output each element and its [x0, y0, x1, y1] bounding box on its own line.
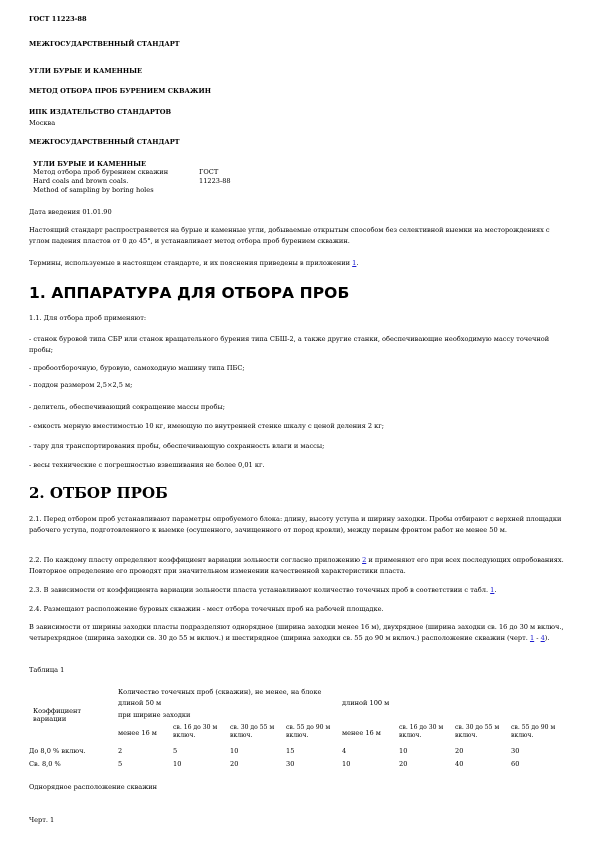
table-cell: 30 — [286, 760, 295, 768]
title-block-gost-number: 11223-88 — [199, 177, 231, 185]
table-cell: 40 — [455, 760, 464, 768]
col-header: св. 30 до 55 м включ. — [455, 724, 500, 739]
equipment-item-5: - емкость мерную вместимостью 10 кг, имеющую по внутренней стенке шкалу с ценой деления 2 кг; — [29, 422, 384, 430]
title-block-en-line2: Method of sampling by boring holes — [33, 186, 154, 194]
table-length-100: длиной 100 м — [342, 699, 390, 707]
publisher: ИПК ИЗДАТЕЛЬСТВО СТАНДАРТОВ — [29, 108, 172, 116]
table-cell: 20 — [399, 760, 408, 768]
section-1-intro: 1.1. Для отбора проб применяют: — [29, 314, 147, 322]
interstate-standard-label: МЕЖГОСУДАРСТВЕННЫЙ СТАНДАРТ — [29, 40, 180, 48]
equipment-item-7: - весы технические с погрешностью взвешивания не более 0,01 кг. — [29, 461, 265, 469]
interstate-standard-label-2: МЕЖГОСУДАРСТВЕННЫЙ СТАНДАРТ — [29, 138, 180, 146]
table-cell: 15 — [286, 747, 295, 755]
title-block-ru-subtitle: Метод отбора проб бурением скважин — [33, 168, 169, 176]
table-length-50: длиной 50 м — [118, 699, 162, 707]
table-cell: 10 — [399, 747, 408, 755]
table-cell: 5 — [118, 760, 123, 768]
title-block-gost-label: ГОСТ — [199, 168, 219, 176]
chart-1-link[interactable]: 1 — [529, 633, 535, 642]
paragraph-2-1: 2.1. Перед отбором проб устанавливают параметры опробуемого блока: длину, высоту уступа и ширину заходки. Пробы отбирают с верхней площадки рабочего уступа, подготовленного к выемке (осушенного, зачищенного от пород кровли), между первым фронтом работ не менее 50 м. — [29, 515, 562, 534]
date-label: Дата введения — [29, 208, 81, 216]
col-header: св. 30 до 55 м включ. — [230, 724, 275, 739]
paragraph-2-4: 2.4. Размещают расположение буровых скважин - мест отбора точечных проб на рабочей площадке. — [29, 605, 384, 613]
terms-paragraph: Термины, используемые в настоящем стандарте, и их пояснения приведены в приложении 1. — [29, 259, 359, 267]
appendix-2-link[interactable]: 2 — [362, 556, 367, 564]
paragraph-2-2: 2.2. По каждому пласту определяют коэффициент вариации зольности согласно приложению 2 и применяют его при всех последующих опробованиях. Повторное определение его проводят при значительном изменении качественной характеристики пласта. — [29, 556, 564, 575]
table-row-label: Св. 8,0 % — [29, 760, 61, 768]
table-cell: 20 — [455, 747, 464, 755]
col-header: св. 55 до 90 м включ. — [511, 724, 556, 739]
col-header: св. 16 до 30 м включ. — [399, 724, 444, 739]
table-cell: 30 — [511, 747, 520, 755]
chart-4-link[interactable]: 4 — [540, 633, 545, 642]
section-1-heading: 1. АППАРАТУРА ДЛЯ ОТБОРА ПРОБ — [29, 284, 350, 302]
paragraph-2-5: В зависимости от ширины заходки пласты подразделяют однорядное (ширина заходки менее 16 м), двухрядное (ширина заходки св. 16 до 30 м включ., четырехрядное (ширина заходки св. 30 до 55 м включ.) и шестирядное (ширина заходки св. 55 до 90 м включ.) расположение скважин (черт. 1 - 4). — [29, 623, 564, 642]
table-cell: 20 — [230, 760, 239, 768]
col-header: св. 16 до 30 м включ. — [173, 724, 218, 739]
table-cell: 2 — [118, 747, 123, 755]
method-title: МЕТОД ОТБОРА ПРОБ БУРЕНИЕМ СКВАЖИН — [29, 87, 211, 95]
table-group-header: Количество точечных проб (скважин), не менее, на блоке — [118, 688, 322, 696]
equipment-item-6: - тару для транспортирования пробы, обеспечивающую сохранность влаги и массы; — [29, 442, 325, 450]
table-cell: 4 — [342, 747, 347, 755]
equipment-item-3: - поддон размером 2,5×2,5 м; — [29, 381, 133, 389]
equipment-item-4: - делитель, обеспечивающий сокращение массы пробы; — [29, 403, 225, 411]
title-block-en-line1: Hard coals and brown coals. — [33, 177, 129, 185]
appendix-1-link[interactable]: 1 — [352, 259, 357, 267]
col-header: менее 16 м — [118, 729, 157, 737]
paragraph-2-3: 2.3. В зависимости от коэффициента вариации зольности пласта устанавливают количество точечных проб в соответствии с табл. 1. — [29, 586, 497, 594]
equipment-item-2: - пробоотборочную, буровую, самоходную машину типа ПБС; — [29, 364, 245, 372]
row-header-line1: Коэффициент — [33, 707, 82, 715]
table-cell: 10 — [173, 760, 182, 768]
figure-caption: Однорядное расположение скважин — [29, 783, 158, 791]
row-header-line2: вариации — [33, 715, 67, 723]
gost-code: ГОСТ 11223-88 — [29, 15, 87, 23]
table-caption: Таблица 1 — [29, 666, 65, 674]
table-1-link[interactable]: 1 — [490, 586, 495, 594]
date-value: 01.01.90 — [82, 208, 112, 216]
col-header: менее 16 м — [342, 729, 381, 737]
table-width-label: при ширине заходки — [118, 711, 191, 719]
chart-label: Черт. 1 — [29, 816, 55, 824]
introduction-date — [29, 208, 112, 217]
col-header: св. 55 до 90 м включ. — [286, 724, 331, 739]
document-title: УГЛИ БУРЫЕ И КАМЕННЫЕ — [29, 67, 143, 75]
equipment-item-1: - станок буровой типа СБР или станок вращательного бурения типа СБШ-2, а также другие станки, обеспечивающие необходимую массу точечной пробы; — [29, 335, 550, 354]
scope-paragraph: Настоящий стандарт распространяется на бурые и каменные угли, добываемые открытым способом без селективной выемки на месторождениях с углом падения пластов от 0 до 45°, и устанавливает метод отбора проб бурением скважин. — [29, 226, 550, 245]
title-block-title: УГЛИ БУРЫЕ И КАМЕННЫЕ — [33, 160, 147, 168]
city: Москва — [29, 119, 56, 127]
table-cell: 10 — [342, 760, 351, 768]
table-row-label: До 8,0 % включ. — [29, 747, 86, 755]
section-2-heading: 2. ОТБОР ПРОБ — [29, 484, 168, 502]
table-cell: 60 — [511, 760, 520, 768]
table-cell: 5 — [173, 747, 178, 755]
table-cell: 10 — [230, 747, 239, 755]
